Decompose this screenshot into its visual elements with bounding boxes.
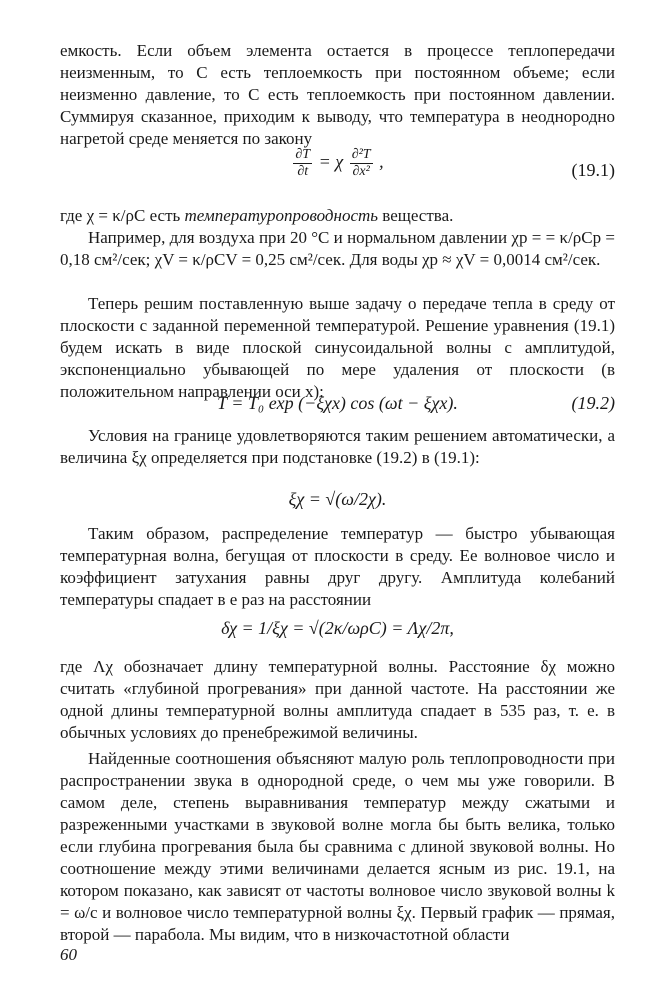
fraction-denominator: ∂t — [297, 164, 309, 179]
fraction-d2T-dx2 — [350, 147, 373, 180]
equation-19-2-body: T = T₀ exp (−ξχx) cos (ωt − ξχx). — [217, 393, 458, 413]
paragraph-8: Найденные соотношения объясняют малую роль теплопроводности при распространении звука в однородной среде, о чем мы уже говорили. В самом деле, степень выравнивания температур между сжатыми и разреженными участками в звуковой волне могла бы быть велика, только если глубина прогревания была бы сравнима с длиной звуковой волны. Но соотношение между этими величинами делается ясным из рис. 19.1, на котором показано, как зависят от частоты волновое число звуковой волны k = ω/c и волновое число температурной волны ξχ. Первый график — прямая, второй — парабола. Мы видим, что в низкочастотной области — [60, 749, 615, 944]
fraction-denominator: ∂x² — [352, 164, 370, 179]
term-temperature-conductivity: температуропроводность — [184, 206, 379, 225]
equation-middle: = χ — [318, 151, 344, 172]
paragraph-3: Например, для воздуха при 20 °C и нормальном давлении χp = = κ/ρCp = 0,18 см²/сек; χV = κ/ρCV = 0,25 см²/сек. Для воды χp ≈ χV = 0,0014 см²/сек. — [60, 228, 615, 269]
equation-19-1 — [60, 147, 615, 187]
paragraph-2-start: где χ = κ/ρC есть — [60, 206, 185, 225]
equation-19-1-body — [60, 147, 615, 180]
paragraph-5: Условия на границе удовлетворяются таким решением автоматически, а величина ξχ определяется при подстановке (19.2) в (19.1): — [60, 426, 615, 467]
paragraph-1: емкость. Если объем элемента остается в процессе теплопередачи неизменным, то C есть теплоемкость при постоянном объеме; если неизменно давление, то C есть теплоемкость при постоянном давлении. Суммируя сказанное, приходим к выводу, что температура в неоднородно нагретой среде меняется по закону — [60, 41, 615, 148]
fraction-dT-dt — [293, 147, 312, 180]
equation-delta — [60, 617, 615, 657]
fraction-numerator: ∂²T — [351, 147, 371, 162]
equation-xi — [60, 488, 615, 528]
equation-tail: , — [379, 151, 384, 172]
equation-delta-body: δχ = 1/ξχ = √(2κ/ωρC) = Λχ/2π, — [221, 618, 454, 638]
page-number: 60 — [60, 945, 77, 964]
fraction-numerator: ∂T — [295, 147, 311, 162]
equation-number: (19.2) — [571, 393, 615, 413]
paragraph-2 — [60, 205, 615, 227]
paragraph-6: Таким образом, распределение температур — быстро убывающая температурная волна, бегущая от плоскости в среду. Ее волновое число и коэффициент затухания равны друг другу. Амплитуда колебаний температуры спадает в e раз на расстоянии — [60, 524, 615, 609]
equation-number: (19.1) — [571, 160, 615, 180]
paragraph-4: Теперь решим поставленную выше задачу о передаче тепла в среду от плоскости с заданной переменной температурой. Решение уравнения (19.1) будем искать в виде плоской синусоидальной волны с амплитудой, экспоненциально убывающей по мере удаления от плоскости (в положительном направлении оси x): — [60, 294, 615, 401]
equation-xi-body: ξχ = √(ω/2χ). — [288, 489, 387, 509]
paragraph-2-end: вещества. — [378, 206, 454, 225]
paragraph-7: где Λχ обозначает длину температурной волны. Расстояние δχ можно считать «глубиной прогревания» при данной частоте. На расстоянии же одной длины температурной волны амплитуда спадает в 535 раз, т. е. в обычных условиях до пренебрежимой величины. — [60, 657, 615, 742]
